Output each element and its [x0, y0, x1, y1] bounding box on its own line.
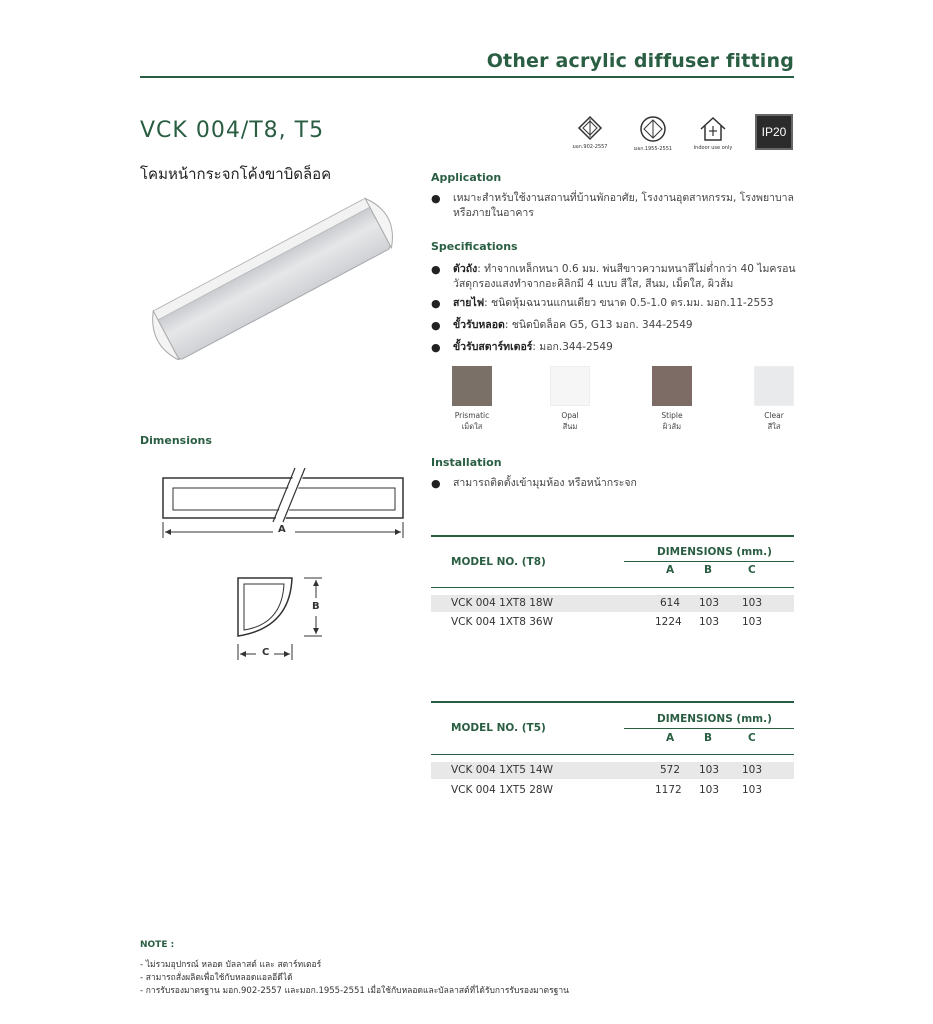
swatch-label-opal: Opal สีนม [561, 411, 579, 431]
table-t5-col-a: A [666, 732, 675, 744]
table-cell-c: 103 [742, 764, 763, 776]
spec-value: : ชนิดหุ้มฉนวนแกนเดียว ขนาด 0.5-1.0 ตร.มม. มอก.11-2553 [484, 297, 774, 309]
swatch-stiple [652, 366, 692, 406]
table-t5-header-rule [624, 728, 794, 729]
table-cell-a: 614 [660, 597, 681, 609]
indoor-house-icon [698, 115, 728, 143]
note-line: - การรับรองมาตรฐาน มอก.902-2557 และมอก.1955-2551 เมื่อใช้กับหลอดและบัลลาสต์ที่ได้รับการรับรองมาตรฐาน [140, 986, 569, 996]
dimension-label-a: A [278, 524, 286, 535]
table-t8-model-header: MODEL NO. (T8) [451, 556, 546, 568]
table-cell-model: VCK 004 1XT8 18W [451, 597, 553, 609]
swatch-opal [550, 366, 590, 406]
table-t5-model-header: MODEL NO. (T5) [451, 722, 546, 734]
spec-item-body [431, 262, 811, 294]
cert-tis-902 [565, 115, 615, 151]
table-t5-body-rule [431, 754, 794, 755]
spec-text [453, 262, 808, 292]
spec-label: ขั้วรับหลอด [453, 319, 505, 331]
bullet-dot: ● [431, 192, 441, 205]
page-category-title: Other acrylic diffuser fitting [486, 50, 794, 72]
swatch-label-prismatic: Prismatic เม็ดใส [454, 411, 490, 431]
bullet-dot: ● [431, 297, 441, 310]
table-cell-c: 103 [742, 616, 763, 628]
table-t5-dim-header: DIMENSIONS (mm.) [657, 713, 772, 725]
tis-902-icon [577, 115, 603, 141]
spec-label: ตัวถัง [453, 263, 478, 275]
table-t8-col-a: A [666, 564, 675, 576]
specifications-heading: Specifications [431, 240, 518, 253]
table-cell-c: 103 [742, 597, 763, 609]
spec-text [453, 340, 808, 355]
table-cell-model: VCK 004 1XT5 28W [451, 784, 553, 796]
spec-text [453, 318, 808, 333]
installation-heading: Installation [431, 456, 502, 469]
table-cell-model: VCK 004 1XT5 14W [451, 764, 553, 776]
product-model-title: VCK 004/T8, T5 [140, 118, 325, 143]
table-cell-b: 103 [699, 597, 720, 609]
swatch-clear [754, 366, 794, 406]
dimension-label-b: B [312, 601, 320, 612]
product-subtitle: โคมหน้ากระจกโค้งขาบิดล็อค [140, 165, 332, 183]
swatch-label-clear: Clear สีใส [764, 411, 784, 431]
table-cell-c: 103 [742, 784, 763, 796]
table-cell-b: 103 [699, 784, 720, 796]
header-divider [140, 76, 794, 78]
table-t8-dim-header: DIMENSIONS (mm.) [657, 546, 772, 558]
spec-item-lampholder [431, 318, 811, 334]
installation-text: สามารถติดตั้งเข้ามุมห้อง หรือหน้ากระจก [453, 477, 637, 489]
dimension-drawing-profile [232, 572, 332, 664]
spec-label: สายไฟ [453, 297, 485, 309]
table-cell-a: 1172 [655, 784, 682, 796]
spec-item-wire [431, 296, 811, 312]
spec-value: : ชนิดบิดล็อค G5, G13 มอก. 344-2549 [504, 319, 693, 331]
note-line: - ไม่รวมอุปกรณ์ หลอด บัลลาสต์ และ สตาร์ทเตอร์ [140, 960, 322, 970]
application-text: เหมาะสำหรับใช้งานสถานที่บ้านพักอาศัย, โรงงานอุตสาหกรรม, โรงพยาบาล หรือภายในอาคาร [453, 192, 794, 219]
bullet-dot: ● [431, 477, 441, 490]
dimension-label-c: C [262, 647, 270, 658]
spec-item-starter [431, 340, 811, 356]
cert-indoor [688, 115, 738, 151]
cert-tis-1955 [628, 115, 678, 153]
application-heading: Application [431, 171, 502, 184]
table-cell-b: 103 [699, 764, 720, 776]
application-item [431, 191, 811, 223]
table-t5-top-rule [431, 701, 794, 703]
table-cell-a: 572 [660, 764, 681, 776]
table-cell-model: VCK 004 1XT8 36W [451, 616, 553, 628]
table-cell-a: 1224 [655, 616, 682, 628]
installation-item [431, 476, 811, 492]
table-cell-b: 103 [699, 616, 720, 628]
spec-value: : มอก.344-2549 [532, 341, 613, 353]
bullet-dot: ● [431, 341, 441, 354]
dimensions-heading: Dimensions [140, 434, 212, 447]
spec-text [453, 296, 808, 311]
table-t8-body-rule [431, 587, 794, 588]
swatch-prismatic [452, 366, 492, 406]
cert-label: มอก.902-2557 [572, 144, 608, 150]
note-line: - สามารถสั่งผลิตเพื่อใช้กับหลอดแอลอีดีได้ [140, 973, 293, 983]
bullet-dot: ● [431, 319, 441, 332]
cert-label: Indoor use only [693, 145, 733, 151]
table-t8-col-b: B [704, 564, 713, 576]
table-t8-top-rule [431, 535, 794, 537]
table-t5-col-c: C [748, 732, 756, 744]
swatch-label-stiple: Stiple ผิวส้ม [661, 411, 683, 431]
table-t5-col-b: B [704, 732, 713, 744]
note-heading: NOTE : [140, 940, 175, 950]
spec-value: : ทำจากเหล็กหนา 0.6 มม. พ่นสีขาวความหนาสีไม่ต่ำกว่า 40 ไมครอน วัสดุกรองแสงทำจากอะคิลิกมี 4 แบบ สีใส, สีนม, เม็ดใส, ผิวส้ม [453, 263, 796, 290]
cert-label: มอก.1955-2551 [633, 146, 673, 152]
ip-rating-badge: IP20 [755, 114, 793, 150]
table-t8-col-c: C [748, 564, 756, 576]
bullet-dot: ● [431, 263, 441, 276]
product-image [140, 190, 400, 360]
spec-label: ขั้วรับสตาร์ทเตอร์ [453, 341, 533, 353]
tis-1955-icon [639, 115, 667, 143]
table-t8-header-rule [624, 561, 794, 562]
